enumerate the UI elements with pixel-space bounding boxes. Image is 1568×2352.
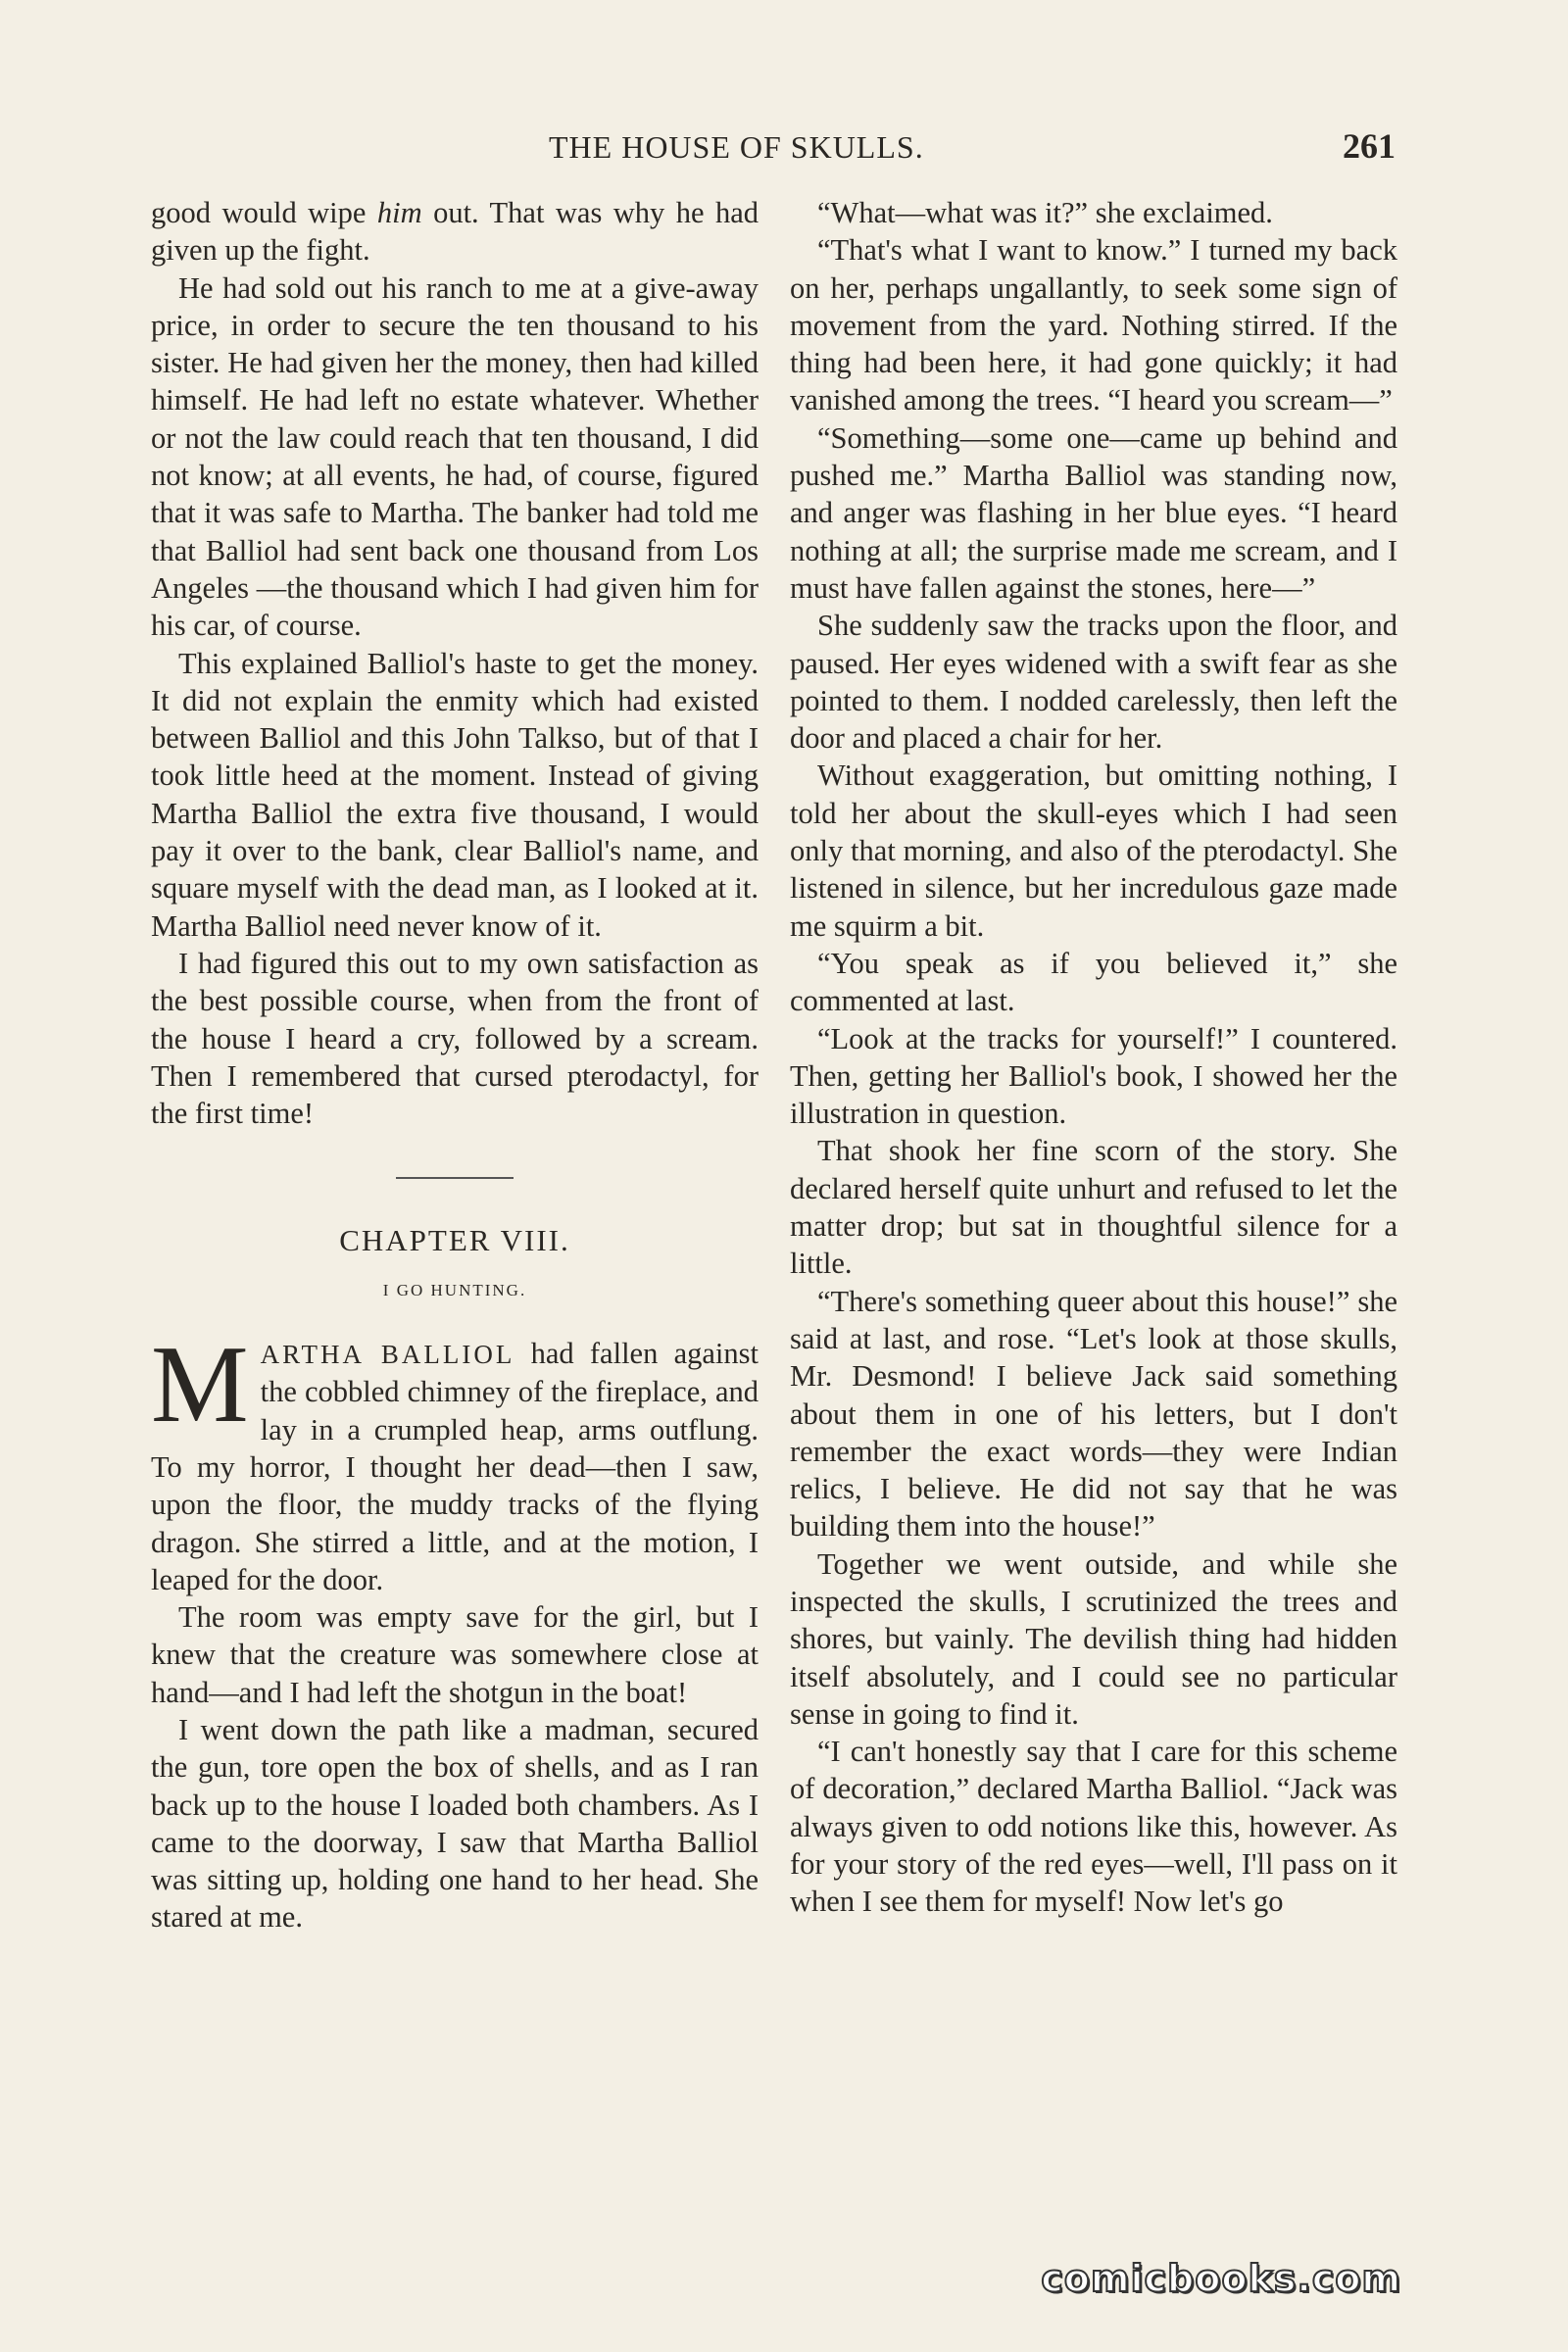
page-number: 261 xyxy=(1343,126,1396,166)
paragraph: “There's something queer about this house!” she said at last, and rose. “Let's look at those skulls, Mr. Desmond! I believe Jack said something about them in one of his letters, but I don't remember the exact words—they were Indian relics, I believe. He did not say that he was building them into the house!” xyxy=(790,1284,1397,1544)
paragraph: MARTHA BALLIOL had fallen against the cobbled chimney of the fireplace, and lay in a crumpled heap, arms outflung. To my horror, I thought her dead—then I saw, upon the floor, the muddy tracks of the flying dragon. She stirred a little, and at the motion, I leaped for the door. xyxy=(151,1324,759,1596)
paragraph: I had figured this out to my own satisfaction as the best possible course, when from the front of the house I heard a cry, followed by a scream. Then I remembered that cursed pterodactyl, for the first time! xyxy=(151,946,759,1131)
paragraph: She suddenly saw the tracks upon the floor, and paused. Her eyes widened with a swift fear as she pointed to them. I nodded carelessly, then left the door and placed a chair for her. xyxy=(790,609,1397,756)
section-divider xyxy=(396,1177,514,1179)
paragraph: “That's what I want to know.” I turned my back on her, perhaps ungallantly, to seek some sign of movement from the yard. Nothing stirred. If the thing had been here, it had gone quickly; it had vanished among the trees. “I heard you scream—” xyxy=(790,233,1397,417)
running-head: THE HOUSE OF SKULLS. xyxy=(549,129,924,165)
right-column xyxy=(790,194,1397,1921)
small-caps-lead: ARTHA BALLIOL xyxy=(260,1340,515,1370)
paragraph: Without exaggeration, but omitting nothing, I told her about the skull-eyes which I had seen only that morning, and also of the pterodactyl. She listened in silence, but her incredulous gaze made me squirm a bit. xyxy=(790,759,1397,943)
chapter-title: CHAPTER VIII. xyxy=(339,1223,570,1258)
paragraph: “Something—some one—came up behind and pushed me.” Martha Balliol was standing now, and anger was flashing in her blue eyes. “I heard nothing at all; the surprise made me scream, and I must have fallen against the stones, here—” xyxy=(790,420,1397,605)
paragraph: This explained Balliol's haste to get the money. It did not explain the enmity which had existed between Balliol and this John Talkso, but of that I took little heed at the moment. Instead of giving Martha Balliol the extra five thousand, I would pay it over to the bank, clear Balliol's name, and square myself with the dead man, as I looked at it. Martha Balliol need never know of it. xyxy=(151,646,759,943)
paragraph: “Look at the tracks for yourself!” I countered. Then, getting her Balliol's book, I showed her the illustration in question. xyxy=(790,1021,1397,1131)
paragraph: good would wipe him out. That was why he had given up the fight. xyxy=(151,196,759,268)
paragraph: “I can't honestly say that I care for this scheme of decoration,” declared Martha Balliol. “Jack was always given to odd notions like this, however. As for your story of the red eyes—well, I'll pass on it when I see them for myself! Now let's go xyxy=(790,1735,1397,1919)
paragraph: “You speak as if you believed it,” she commented at last. xyxy=(790,946,1397,1018)
drop-cap: M xyxy=(151,1324,249,1446)
emphasis: him xyxy=(376,196,422,229)
paragraph: The room was empty save for the girl, but I knew that the creature was somewhere close at hand—and I had left the shotgun in the boat! xyxy=(151,1600,759,1709)
paragraph: I went down the path like a madman, secured the gun, tore open the box of shells, and as I ran back up to the house I loaded both chambers. As I came to the doorway, I saw that Martha Balliol was sitting up, holding one hand to her head. She stared at me. xyxy=(151,1712,759,1935)
paragraph: Together we went outside, and while she inspected the skulls, I scrutinized the trees and shores, but vainly. The devilish thing had hidden itself absolutely, and I could see no particular sense in going to find it. xyxy=(790,1546,1397,1731)
watermark: comicbooks.com xyxy=(1041,2257,1401,2300)
chapter-subtitle: I GO HUNTING. xyxy=(382,1280,527,1299)
left-column xyxy=(151,194,759,1936)
paragraph: That shook her fine scorn of the story. She declared herself quite unhurt and refused to let the matter drop; but sat in thoughtful silence for a little. xyxy=(790,1134,1397,1281)
paragraph: “What—what was it?” she exclaimed. xyxy=(817,196,1273,229)
paragraph: He had sold out his ranch to me at a give-away price, in order to secure the ten thousand to his sister. He had given her the money, then had killed himself. He had left no estate whatever. Whether or not the law could reach that ten thousand, I did not know; at all events, he had, of course, figured that it was safe to Martha. The banker had told me that Balliol had sent back one thousand from Los Angeles —the thousand which I had given him for his car, of course. xyxy=(151,270,759,643)
